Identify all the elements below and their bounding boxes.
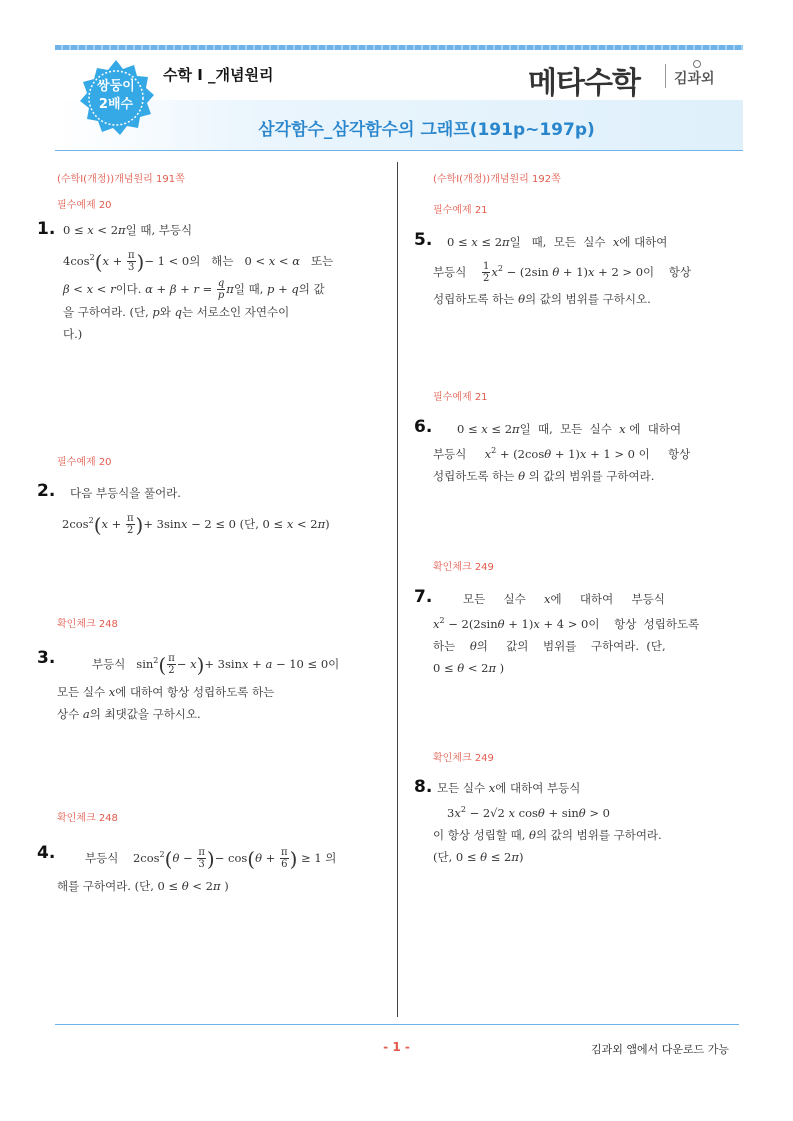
header-rule <box>55 150 743 151</box>
page-title: 삼각함수_삼각함수의 그래프(191p~197p) <box>258 120 595 140</box>
badge-line-1: 쌍둥이 <box>97 79 135 94</box>
badge-line-2: 2배수 <box>98 97 134 112</box>
problem-body: 다음 부등식을 풀어라. $2\cos^2(x$ + $\frac{\pi}{2}$ )+ 3sinx − 2 ≤ 0 (단, 0 ≤ x < 2π) <box>62 486 330 537</box>
problem-tag: 확인체크 249 <box>433 753 494 764</box>
problem-tag: 필수예제 20 <box>57 457 112 468</box>
problem-body: 0 ≤ x ≤ 2π일 때, 모든 실수 x에 대하여 부등식 $\frac{1}{2}$ $x^2 - (2\sin$ θ + 1)x + 2 > 0이 항상 성립하도록 하는 θ의 값의 범위를 구하시오. <box>433 235 691 306</box>
download-note: 김과외 앱에서 다운로드 가능 <box>590 1043 729 1056</box>
person-icon <box>693 60 701 68</box>
problem-number: 8. <box>414 777 433 797</box>
top-stripe <box>55 45 743 50</box>
problem-tag: 확인체크 248 <box>57 619 118 630</box>
problem-number: 1. <box>37 219 56 239</box>
problem-body: 모든 실수 x에 대하여 부등식 $x^2 - 2(2\sin\theta + 1)x + 4 > 0$이 항상 성립하도록 하는 θ의 값의 범위를 구하여라. (단, 0 ≤ θ < 2π ) <box>433 592 700 675</box>
column-divider <box>397 162 398 1017</box>
problem-body: 0 ≤ x < 2π일 때, 부등식 $4\cos^2(x$ + $\frac{\pi}{3}$ )− 1 < 0의 해는 0 < x < α 또는 β < x < r이다. α + β + r = $\frac{q}{p}$ π일 때, p + q의 값 을 구하여라. (단, p와 q는 서로소인 자연수이 다.) <box>63 223 334 342</box>
problem-body: 부등식 $\sin^2$( $\frac{\pi}{2}$ − x)+ 3sinx + a − 10 ≤ 0이 모든 실수 x에 대하여 항상 성립하도록 하는 상수 a의 최댓값을 구하시오. <box>57 652 340 721</box>
problem-tag: 확인체크 249 <box>433 562 494 573</box>
problem-body: 부등식 $2\cos^2(\theta$ − $\frac{\pi}{3}$ )− cos(θ + $\frac{\pi}{6}$ ) ≥ 1 의 해를 구하여라. (단, 0 ≤ θ < 2π ) <box>57 846 337 893</box>
logo-divider <box>665 64 666 88</box>
problem-body: 모든 실수 x에 대하여 부등식 $3x^2 - 2√2$ x cosθ + sinθ > 0 이 항상 성립할 때, θ의 값의 범위를 구하여라. (단, 0 ≤ θ ≤ 2π) <box>433 781 662 864</box>
problem-tag: 필수예제 21 <box>433 205 488 216</box>
problem-number: 6. <box>414 417 433 437</box>
problem-number: 5. <box>414 230 433 250</box>
problem-tag: 필수예제 21 <box>433 392 488 403</box>
problem-number: 3. <box>37 648 56 668</box>
badge-label <box>76 78 156 114</box>
problem-tag: 확인체크 248 <box>57 813 118 824</box>
footer-rule <box>55 1024 739 1025</box>
problem-tag: 필수예제 20 <box>57 200 112 211</box>
problem-number: 7. <box>414 587 433 607</box>
source-ref: (수학I(개정))개념원리 192쪽 <box>433 174 561 185</box>
problem-number: 2. <box>37 481 56 501</box>
source-ref: (수학I(개정))개념원리 191쪽 <box>57 174 185 185</box>
partner-logo: 김과외 <box>674 71 715 87</box>
problem-body: 0 ≤ x ≤ 2π일 때, 모든 실수 x 에 대하여 부등식 $x^2 + (2\cos\theta + 1)x + 1 > 0$ 이 항상 성립하도록 하는 θ 의 값의 범위를 구하여라. <box>433 422 691 483</box>
page-number: - 1 - <box>383 1040 410 1054</box>
course-name: 수학 I _개념원리 <box>163 66 274 84</box>
problem-number: 4. <box>37 843 56 863</box>
brand-logo: 메타수학 <box>528 66 640 101</box>
